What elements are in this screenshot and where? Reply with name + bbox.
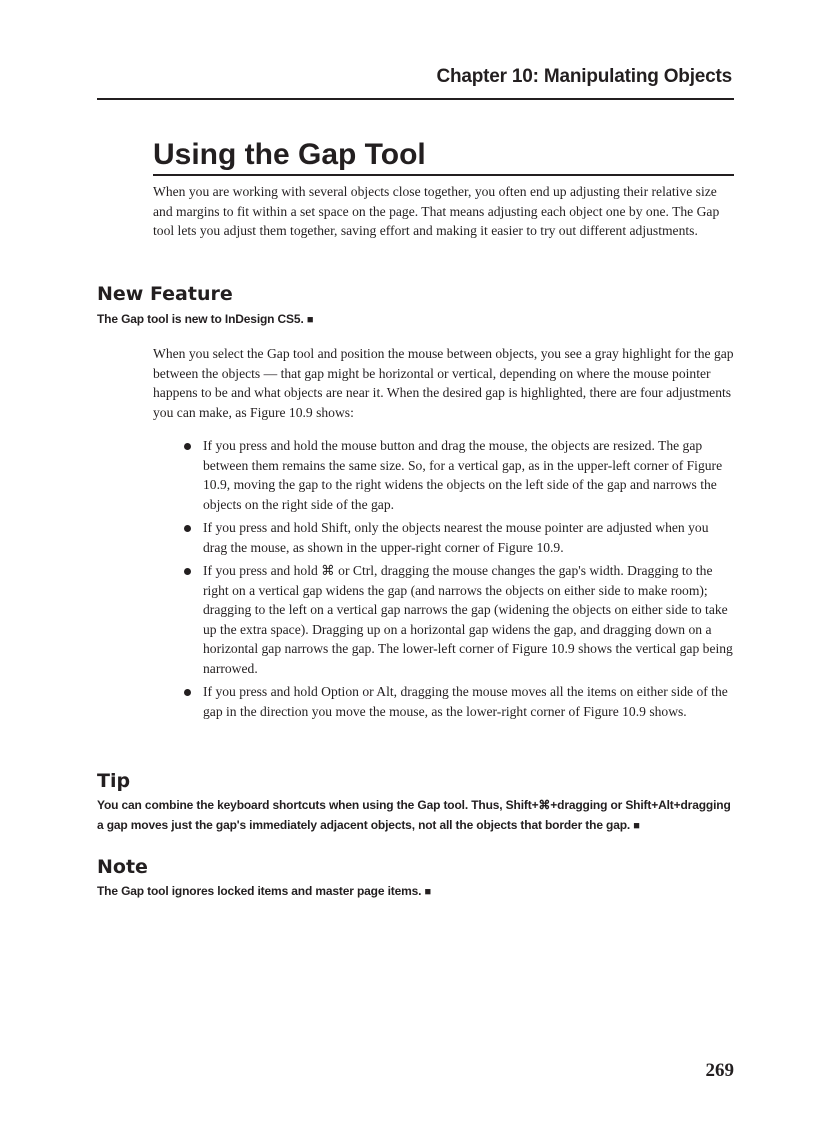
note-heading: Note <box>97 856 148 878</box>
new-feature-body: The Gap tool is new to InDesign CS5. <box>97 312 304 326</box>
list-item: If you press and hold Shift, only the objects nearest the mouse pointer are adjusted when you drag the mouse, as shown in the upper-right corner of Figure 10.9. <box>182 518 734 557</box>
running-head: Chapter 10: Manipulating Objects <box>436 66 732 87</box>
bullet-list <box>182 436 734 725</box>
gap-tool-paragraph: When you select the Gap tool and position the mouse between objects, you see a gray highlight for the gap between the objects — that gap might be horizontal or vertical, depending on where the mouse pointer happens to be and what objects are near it. When the desired gap is highlighted, there are four adjustments you can make, as Figure 10.9 shows: <box>153 346 734 420</box>
header-rule <box>97 98 734 100</box>
tip-text <box>97 795 737 836</box>
tip-body: You can combine the keyboard shortcuts when using the Gap tool. Thus, Shift+⌘+dragging or Shift+Alt+dragging a gap moves just the gap's immediately adjacent objects, not all the objects that border the gap. <box>97 798 731 832</box>
list-item: If you press and hold the mouse button and drag the mouse, the objects are resized. The gap between them remains the same size. So, for a vertical gap, as in the upper-left corner of Figure 10.9, moving the gap to the right widens the objects on the left side of the gap and narrows the objects on the right side of the gap. <box>182 436 734 514</box>
end-mark-icon: ■ <box>306 314 314 326</box>
new-feature-heading: New Feature <box>97 283 233 305</box>
new-feature-text <box>97 309 737 330</box>
note-text <box>97 881 737 902</box>
intro-paragraph: When you are working with several objects close together, you often end up adjusting their relative size and margins to fit within a set space on the page. That means adjusting each object one by one. The Gap tool lets you adjust them together, saving effort and making it easier to try out different adjustments. <box>153 184 720 238</box>
end-mark-icon: ■ <box>633 820 640 832</box>
tip-heading: Tip <box>97 770 131 792</box>
list-item: If you press and hold ⌘ or Ctrl, dragging the mouse changes the gap's width. Dragging to the right on a vertical gap widens the gap (and narrows the objects on either side to make room); dragging to the left on a vertical gap narrows the gap (widening the objects on either side to take up the extra space). Dragging up on a horizontal gap widens the gap, and dragging down on a horizontal gap narrows the gap. The lower-left corner of Figure 10.9 shows the vertical gap being narrowed. <box>182 561 734 678</box>
list-item: If you press and hold Option or Alt, dragging the mouse moves all the items on either side of the gap in the direction you move the mouse, as the lower-right corner of Figure 10.9 shows. <box>182 682 734 721</box>
end-mark-icon: ■ <box>424 886 432 898</box>
note-body: The Gap tool ignores locked items and master page items. <box>97 884 422 898</box>
page-number: 269 <box>705 1060 734 1081</box>
section-title: Using the Gap Tool <box>153 136 734 176</box>
